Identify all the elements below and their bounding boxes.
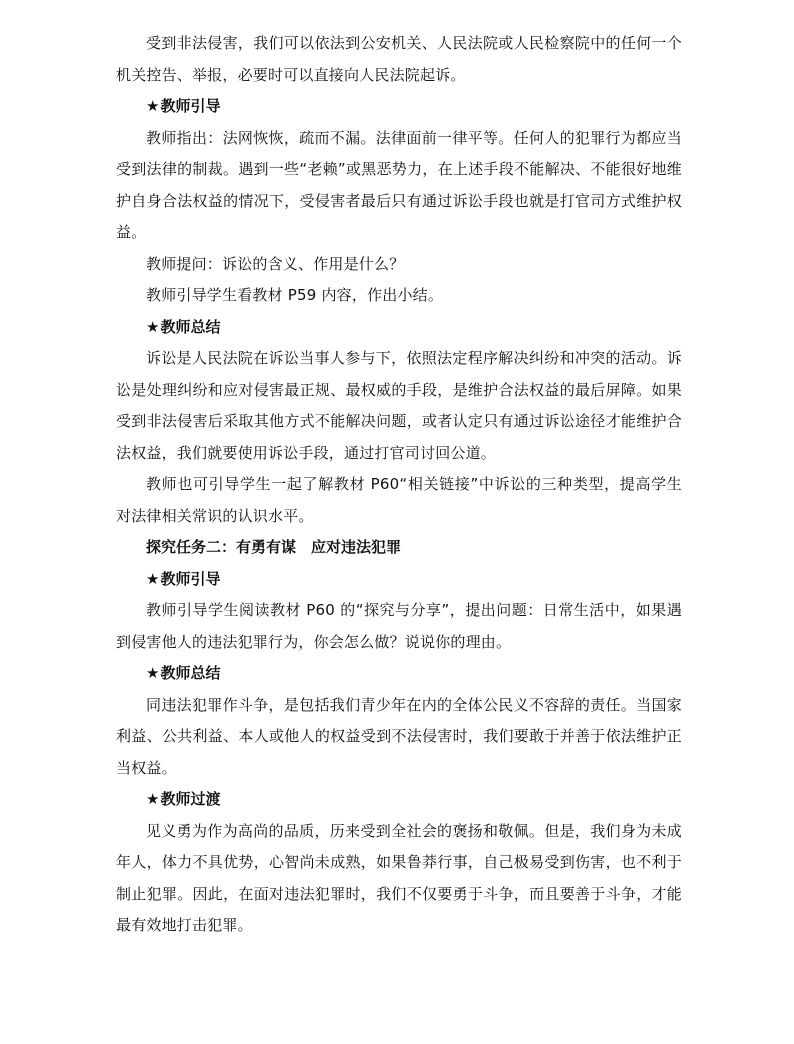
paragraph-explore-share: 教师引导学生阅读教材 P60 的“探究与分享”，提出问题：日常生活中，如果遇到侵害他人的违法犯罪行为，你会怎么做？说说你的理由。 [116, 601, 682, 651]
star-icon: ★ [146, 790, 160, 808]
heading-label: 教师总结 [160, 317, 221, 336]
heading-label: 教师过渡 [160, 790, 221, 808]
star-icon: ★ [146, 569, 160, 588]
paragraph-textbook-p59: 教师引导学生看教材 P59 内容，作出小结。 [146, 286, 444, 304]
heading-teacher-guide-2 [116, 564, 682, 596]
paragraph-fight-crime: 同违法犯罪作斗争，是包括我们青少年在内的全体公民义不容辞的责任。当国家利益、公共利益、本人或他人的权益受到不法侵害时，我们要敢于并善于依法维护正当权益。 [116, 695, 682, 777]
star-icon: ★ [146, 97, 160, 115]
paragraph-teacher-asks: 教师提问：诉讼的含义、作用是什么？ [146, 254, 405, 273]
document-page [116, 28, 682, 942]
heading-label: 教师总结 [160, 664, 221, 682]
paragraph-teacher-points-out: 教师指出：法网恢恢，疏而不漏。法律面前一律平等。任何人的犯罪行为都应当受到法律的制裁。遇到一些“老赖”或黑恶势力，在上述手段不能解决、不能很好地维护自身合法权益的情况下，受侵害者最后只有通过诉讼手段也就是打官司方式维护权益。 [116, 128, 682, 241]
heading-inquiry-task-two: 探究任务二：有勇有谋 应对违法犯罪 [146, 538, 402, 556]
paragraph-bravery: 见义勇为作为高尚的品质，历来受到全社会的褒扬和敬佩。但是，我们身为未成年人，体力不具优势，心智尚未成熟，如果鲁莽行事，自己极易受到伤害，也不利于制止犯罪。因此，在面对违法犯罪时，我们不仅要勇于斗争，而且要善于斗争，才能最有效地打击犯罪。 [116, 821, 682, 934]
heading-teacher-summary-2 [116, 658, 682, 690]
heading-teacher-transition [116, 784, 682, 816]
paragraph-textbook-p60-links: 教师也可引导学生一起了解教材 P60“相关链接”中诉讼的三种类型，提高学生对法律相关常识的认识水平。 [116, 475, 682, 525]
star-icon: ★ [146, 664, 160, 682]
heading-teacher-guide-1 [116, 91, 682, 123]
paragraph-complaint-options: 受到非法侵害，我们可以依法到公安机关、人民法院或人民检察院中的任何一个机关控告、举报，必要时可以直接向人民法院起诉。 [116, 34, 682, 84]
paragraph-litigation-definition: 诉讼是人民法院在诉讼当事人参与下，依照法定程序解决纠纷和冲突的活动。诉讼是处理纠纷和应对侵害最正规、最权威的手段，是维护合法权益的最后屏障。如果受到非法侵害后采取其他方式不能解决问题，或者认定只有通过诉讼途径才能维护合法权益，我们就要使用诉讼手段，通过打官司讨回公道。 [116, 349, 682, 462]
heading-label: 教师引导 [160, 97, 221, 115]
heading-label: 教师引导 [160, 569, 221, 588]
heading-teacher-summary-1 [116, 312, 682, 344]
star-icon: ★ [146, 317, 160, 336]
